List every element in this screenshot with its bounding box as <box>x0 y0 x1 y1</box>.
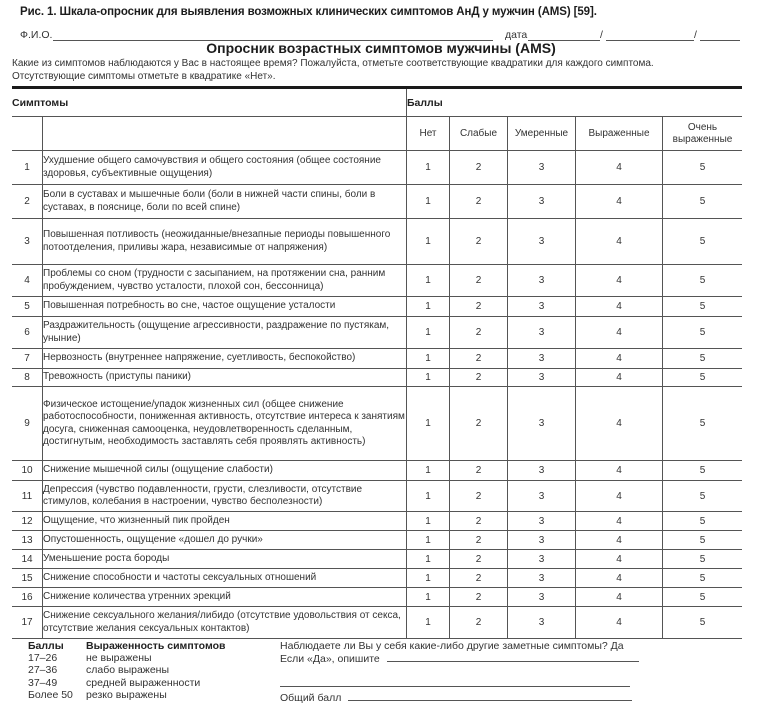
legend-row <box>28 677 225 689</box>
date-label: дата <box>505 29 528 41</box>
score-cell-none[interactable]: 1 <box>407 531 450 550</box>
table-row <box>12 531 742 550</box>
score-cell-very-severe[interactable]: 5 <box>663 588 743 607</box>
score-cell-mild[interactable]: 2 <box>450 481 508 512</box>
score-cell-very-severe[interactable]: 5 <box>663 531 743 550</box>
number-col-header <box>12 117 43 151</box>
score-cell-very-severe[interactable]: 5 <box>663 219 743 265</box>
score-cell-none[interactable]: 1 <box>407 349 450 369</box>
score-cell-none[interactable]: 1 <box>407 151 450 185</box>
symptom-text: Ощущение, что жизненный пик пройден <box>43 512 407 531</box>
score-cell-severe[interactable]: 4 <box>576 185 663 219</box>
score-cell-mild[interactable]: 2 <box>450 369 508 387</box>
table-row <box>12 387 742 461</box>
table-row <box>12 151 742 185</box>
score-cell-severe[interactable]: 4 <box>576 387 663 461</box>
symptom-text: Тревожность (приступы паники) <box>43 369 407 387</box>
table-row <box>12 512 742 531</box>
legend-range: 17–26 <box>28 652 58 665</box>
score-cell-severe[interactable]: 4 <box>576 265 663 297</box>
row-number: 3 <box>12 219 43 265</box>
row-number: 12 <box>12 512 43 531</box>
legend-row <box>28 664 225 676</box>
scores-header: Баллы <box>407 88 743 117</box>
row-number: 9 <box>12 387 43 461</box>
score-cell-none[interactable]: 1 <box>407 265 450 297</box>
score-cell-severe[interactable]: 4 <box>576 317 663 349</box>
describe-field[interactable] <box>387 652 639 662</box>
legend-score-header: Баллы <box>28 640 64 652</box>
row-number: 4 <box>12 265 43 297</box>
table-row <box>12 569 742 588</box>
symptom-text: Повышенная потребность во сне, частое ощущение усталости <box>43 297 407 317</box>
score-legend <box>28 640 225 701</box>
other-symptoms-section <box>280 640 640 704</box>
score-cell-none[interactable]: 1 <box>407 317 450 349</box>
row-number: 14 <box>12 550 43 569</box>
symptom-text: Физическое истощение/упадок жизненных сил (общее снижение работоспособности, пониженная активность, отсутствие интереса к занятиям досуга, сниженная самооценка, неудовлетворенность сделанным, достигнутым, необходимость заставлять себя проявлять активность) <box>43 387 407 461</box>
score-cell-none[interactable]: 1 <box>407 297 450 317</box>
score-cell-none[interactable]: 1 <box>407 512 450 531</box>
score-cell-mild[interactable]: 2 <box>450 297 508 317</box>
col-header-mild: Слабые <box>450 117 508 151</box>
row-number: 10 <box>12 461 43 481</box>
score-cell-very-severe[interactable]: 5 <box>663 550 743 569</box>
score-cell-moderate[interactable]: 3 <box>508 512 576 531</box>
legend-header <box>28 640 225 652</box>
score-cell-severe[interactable]: 4 <box>576 369 663 387</box>
score-cell-mild[interactable]: 2 <box>450 265 508 297</box>
score-cell-very-severe[interactable]: 5 <box>663 185 743 219</box>
table-row <box>12 607 742 639</box>
score-cell-mild[interactable]: 2 <box>450 387 508 461</box>
score-cell-moderate[interactable]: 3 <box>508 607 576 639</box>
score-cell-none[interactable]: 1 <box>407 461 450 481</box>
score-cell-none[interactable]: 1 <box>407 219 450 265</box>
score-cell-very-severe[interactable]: 5 <box>663 461 743 481</box>
table-row <box>12 461 742 481</box>
score-cell-mild[interactable]: 2 <box>450 588 508 607</box>
score-cell-severe[interactable]: 4 <box>576 349 663 369</box>
table-row <box>12 481 742 512</box>
symptom-text: Проблемы со сном (трудности с засыпанием, на протяжении сна, ранним пробуждением, чувство усталости, плохой сон, бессонница) <box>43 265 407 297</box>
score-cell-moderate[interactable]: 3 <box>508 219 576 265</box>
table-row <box>12 588 742 607</box>
score-cell-moderate[interactable]: 3 <box>508 151 576 185</box>
describe-label: Если «Да», опишите <box>280 653 380 666</box>
table-row <box>12 219 742 265</box>
legend-row <box>28 652 225 664</box>
score-cell-severe[interactable]: 4 <box>576 531 663 550</box>
score-cell-none[interactable]: 1 <box>407 588 450 607</box>
describe-row <box>280 652 640 665</box>
legend-range: Более 50 <box>28 688 73 701</box>
score-cell-none[interactable]: 1 <box>407 369 450 387</box>
score-cell-moderate[interactable]: 3 <box>508 265 576 297</box>
score-cell-none[interactable]: 1 <box>407 607 450 639</box>
table-row <box>12 369 742 387</box>
table-row <box>12 349 742 369</box>
table-row <box>12 317 742 349</box>
symptoms-table <box>12 86 742 639</box>
legend-range: 37–49 <box>28 676 58 689</box>
instruction-line: Отсутствующие симптомы отметьте в квадратике «Нет». <box>12 71 276 82</box>
name-label: Ф.И.О. <box>20 29 53 41</box>
instruction-line: Какие из симптомов наблюдаются у Вас в настоящее время? Пожалуйста, отметьте соответствующие квадратики для каждого симптома. <box>12 58 654 69</box>
symptom-text: Нервозность (внутреннее напряжение, суетливость, беспокойство) <box>43 349 407 369</box>
score-cell-none[interactable]: 1 <box>407 569 450 588</box>
score-cell-moderate[interactable]: 3 <box>508 588 576 607</box>
score-cell-severe[interactable]: 4 <box>576 550 663 569</box>
row-number: 6 <box>12 317 43 349</box>
score-cell-very-severe[interactable]: 5 <box>663 607 743 639</box>
score-cell-very-severe[interactable]: 5 <box>663 317 743 349</box>
figure-caption: Рис. 1. Шкала-опросник для выявления возможных клинических симптомов АнД у мужчин (AMS) [59]. <box>20 6 597 18</box>
score-cell-moderate[interactable]: 3 <box>508 297 576 317</box>
score-cell-moderate[interactable]: 3 <box>508 387 576 461</box>
col-header-severe: Выраженные <box>576 117 663 151</box>
date-separator: / <box>694 29 697 41</box>
row-number: 16 <box>12 588 43 607</box>
score-cell-none[interactable]: 1 <box>407 387 450 461</box>
row-number: 1 <box>12 151 43 185</box>
describe-row-2 <box>280 677 640 690</box>
score-cell-severe[interactable]: 4 <box>576 151 663 185</box>
row-number: 11 <box>12 481 43 512</box>
score-cell-mild[interactable]: 2 <box>450 317 508 349</box>
row-number: 17 <box>12 607 43 639</box>
score-cell-very-severe[interactable]: 5 <box>663 297 743 317</box>
legend-range: 27–36 <box>28 664 58 677</box>
symptom-text: Снижение мышечной силы (ощущение слабости) <box>43 461 407 481</box>
col-header-moderate: Умеренные <box>508 117 576 151</box>
table-row <box>12 297 742 317</box>
score-cell-moderate[interactable]: 3 <box>508 369 576 387</box>
score-cell-mild[interactable]: 2 <box>450 185 508 219</box>
total-score-label: Общий балл <box>280 691 342 704</box>
row-number: 13 <box>12 531 43 550</box>
date-separator: / <box>600 29 603 41</box>
score-cell-severe[interactable]: 4 <box>576 588 663 607</box>
symptoms-header: Симптомы <box>12 88 407 117</box>
total-row <box>280 691 640 704</box>
score-cell-mild[interactable]: 2 <box>450 349 508 369</box>
symptom-text: Депрессия (чувство подавленности, грусти, слезливости, отсутствие стимулов, колебания в настроении, чувство бесполезности) <box>43 481 407 512</box>
legend-label: средней выраженности <box>86 676 201 689</box>
row-number: 15 <box>12 569 43 588</box>
symptom-text: Раздражительность (ощущение агрессивности, раздражение по пустякам, уныние) <box>43 317 407 349</box>
legend-row <box>28 689 225 701</box>
score-cell-very-severe[interactable]: 5 <box>663 387 743 461</box>
legend-severity-header: Выраженность симптомов <box>86 640 226 652</box>
instructions <box>12 57 752 83</box>
score-cell-mild[interactable]: 2 <box>450 607 508 639</box>
symptom-text: Опустошенность, ощущение «дошел до ручки» <box>43 531 407 550</box>
score-cell-moderate[interactable]: 3 <box>508 569 576 588</box>
col-header-very-severe: Очень выраженные <box>663 117 743 151</box>
total-score-field[interactable] <box>348 691 632 701</box>
score-cell-none[interactable]: 1 <box>407 185 450 219</box>
symptom-col-header <box>43 117 407 151</box>
col-header-none: Нет <box>407 117 450 151</box>
score-cell-severe[interactable]: 4 <box>576 219 663 265</box>
symptom-text: Снижение количества утренних эрекций <box>43 588 407 607</box>
score-cell-very-severe[interactable]: 5 <box>663 151 743 185</box>
questionnaire-title: Опросник возрастных симптомов мужчины (AMS) <box>206 40 556 56</box>
score-cell-very-severe[interactable]: 5 <box>663 265 743 297</box>
score-cell-severe[interactable]: 4 <box>576 569 663 588</box>
score-cell-mild[interactable]: 2 <box>450 219 508 265</box>
symptom-text: Повышенная потливость (неожиданные/внезапные периоды повышенного потоотделения, приливы жара, независимые от напряжения) <box>43 219 407 265</box>
score-cell-severe[interactable]: 4 <box>576 481 663 512</box>
symptom-text: Боли в суставах и мышечные боли (боли в нижней части спины, боли в суставах, в пояснице, боли по всей спине) <box>43 185 407 219</box>
score-cell-moderate[interactable]: 3 <box>508 461 576 481</box>
table-row <box>12 550 742 569</box>
symptom-text: Снижение способности и частоты сексуальных отношений <box>43 569 407 588</box>
legend-label: слабо выражены <box>86 664 170 677</box>
score-cell-mild[interactable]: 2 <box>450 512 508 531</box>
score-cell-mild[interactable]: 2 <box>450 569 508 588</box>
score-cell-moderate[interactable]: 3 <box>508 481 576 512</box>
score-cell-none[interactable]: 1 <box>407 550 450 569</box>
describe-field-continued[interactable] <box>280 677 630 687</box>
score-cell-moderate[interactable]: 3 <box>508 550 576 569</box>
score-cell-mild[interactable]: 2 <box>450 461 508 481</box>
score-cell-very-severe[interactable]: 5 <box>663 349 743 369</box>
column-header-row <box>12 117 742 151</box>
table-row <box>12 185 742 219</box>
legend-label: не выражены <box>86 652 152 665</box>
score-cell-moderate[interactable]: 3 <box>508 531 576 550</box>
row-number: 8 <box>12 369 43 387</box>
score-cell-very-severe[interactable]: 5 <box>663 369 743 387</box>
score-cell-moderate[interactable]: 3 <box>508 185 576 219</box>
score-cell-mild[interactable]: 2 <box>450 550 508 569</box>
score-cell-severe[interactable]: 4 <box>576 607 663 639</box>
score-cell-none[interactable]: 1 <box>407 481 450 512</box>
symptom-text: Снижение сексуального желания/либидо (отсутствие удовольствия от секса, отсутствие желания сексуальных контактов) <box>43 607 407 639</box>
other-symptoms-question: Наблюдаете ли Вы у себя какие-либо другие заметные симптомы? Да <box>280 640 624 652</box>
row-number: 5 <box>12 297 43 317</box>
score-cell-moderate[interactable]: 3 <box>508 317 576 349</box>
score-cell-severe[interactable]: 4 <box>576 461 663 481</box>
row-number: 7 <box>12 349 43 369</box>
table-row <box>12 265 742 297</box>
symptom-text: Уменьшение роста бороды <box>43 550 407 569</box>
score-cell-mild[interactable]: 2 <box>450 531 508 550</box>
section-header-row <box>12 88 742 117</box>
score-cell-very-severe[interactable]: 5 <box>663 512 743 531</box>
score-cell-severe[interactable]: 4 <box>576 512 663 531</box>
score-cell-severe[interactable]: 4 <box>576 297 663 317</box>
symptom-text: Ухудшение общего самочувствия и общего состояния (общее состояние здоровья, субъективные ощущения) <box>43 151 407 185</box>
row-number: 2 <box>12 185 43 219</box>
score-cell-very-severe[interactable]: 5 <box>663 481 743 512</box>
score-cell-mild[interactable]: 2 <box>450 151 508 185</box>
score-cell-very-severe[interactable]: 5 <box>663 569 743 588</box>
score-cell-moderate[interactable]: 3 <box>508 349 576 369</box>
legend-label: резко выражены <box>86 688 167 701</box>
